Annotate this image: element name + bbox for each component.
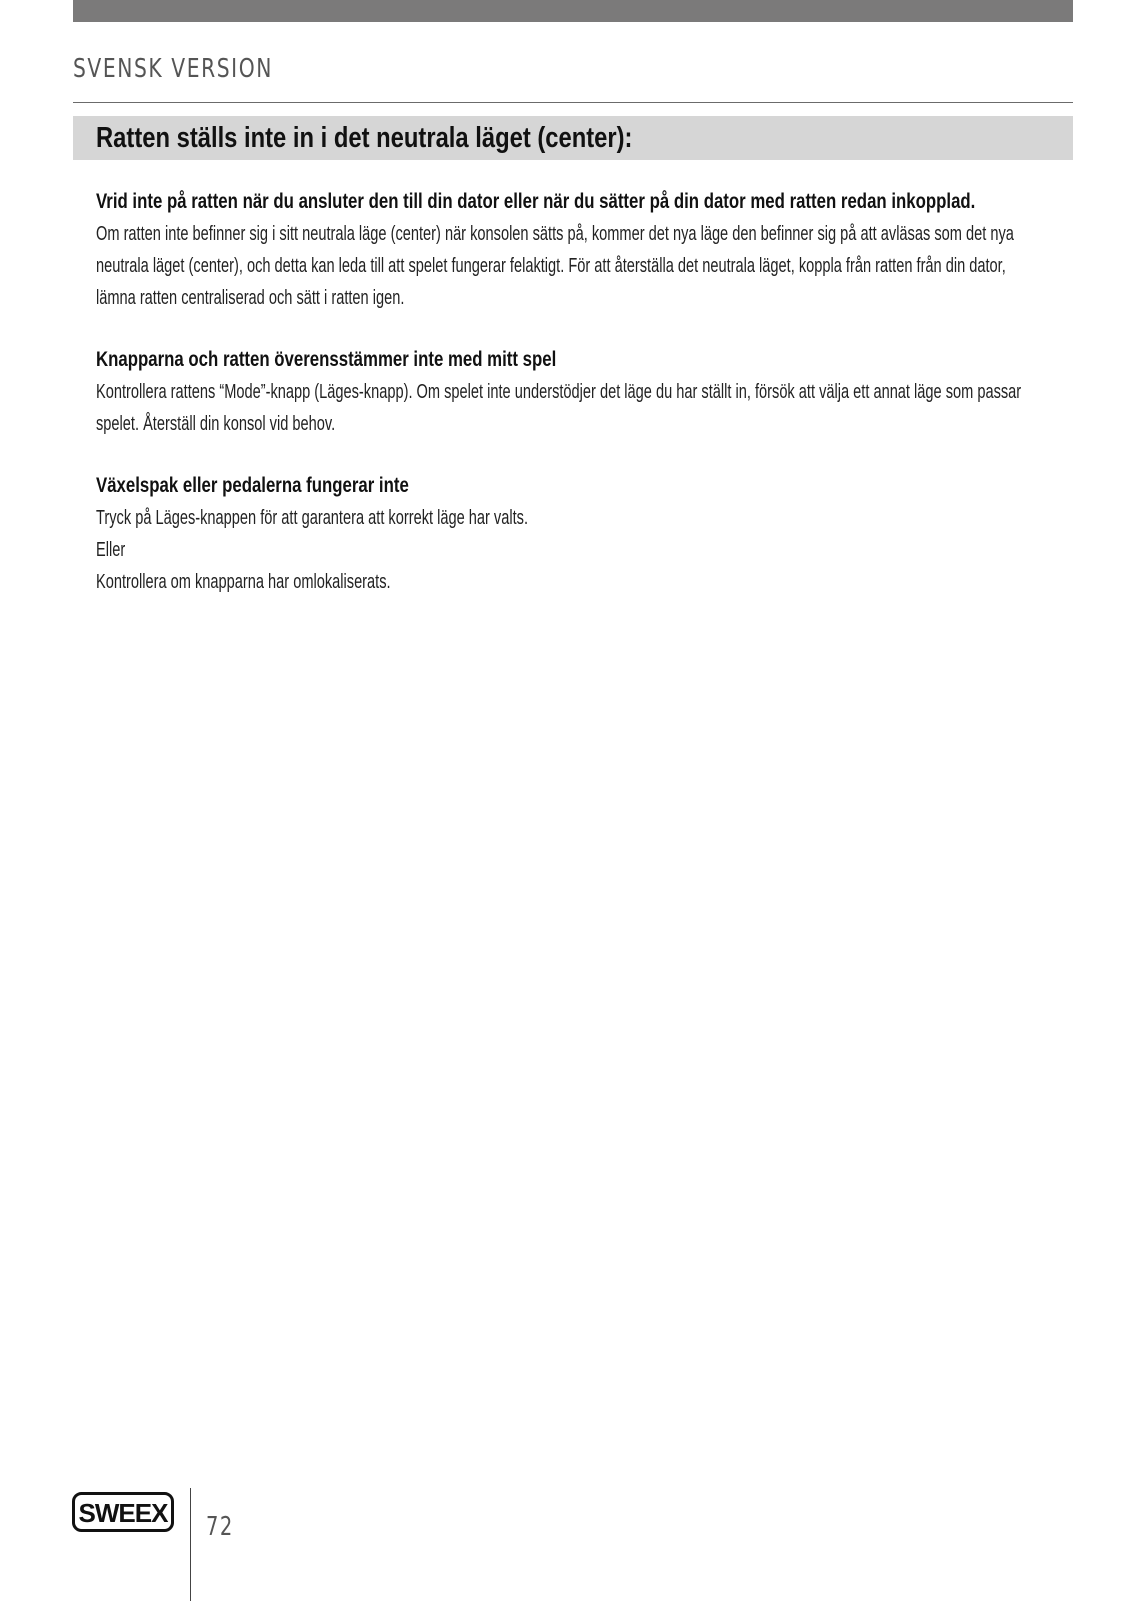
version-label: SVENSK VERSION <box>73 54 273 84</box>
section-heading: Vrid inte på ratten när du ansluter den till din dator eller när du sätter på din dator med ratten redan inkopplad. <box>96 190 976 213</box>
section-gear-pedals <box>96 470 1096 598</box>
body-line: Eller <box>96 539 126 561</box>
header-rule <box>73 102 1073 103</box>
section-buttons <box>96 344 1096 440</box>
body-line: Tryck på Läges-knappen för att garantera att korrekt läge har valts. <box>96 507 529 529</box>
sweex-logo <box>72 1492 174 1532</box>
body-line: lämna ratten centraliserad och sätt i ratten igen. <box>96 287 405 309</box>
section-heading: Knapparna och ratten överensstämmer inte med mitt spel <box>96 348 557 371</box>
svg-text:SWEEX: SWEEX <box>78 1498 168 1528</box>
page-number: 72 <box>206 1512 234 1542</box>
section-heading: Växelspak eller pedalerna fungerar inte <box>96 474 409 497</box>
section-neutral <box>96 186 1096 314</box>
content <box>96 186 1096 628</box>
top-bar <box>73 0 1073 22</box>
body-line: spelet. Återställ din konsol vid behov. <box>96 413 336 435</box>
body-line: Kontrollera rattens “Mode”-knapp (Läges-knapp). Om spelet inte understödjer det läge du har ställt in, försök att välja ett annat läge som passar <box>96 381 1022 403</box>
page-title: Ratten ställs inte in i det neutrala läget (center): <box>96 122 633 154</box>
body-line: neutrala läget (center), och detta kan leda till att spelet fungerar felaktigt. För att återställa det neutrala läget, koppla från ratten från din dator, <box>96 255 1006 277</box>
body-line: Kontrollera om knapparna har omlokaliserats. <box>96 571 391 593</box>
title-band <box>73 116 1073 160</box>
footer-divider <box>190 1488 191 1601</box>
body-line: Om ratten inte befinner sig i sitt neutrala läge (center) när konsolen sätts på, kommer det nya läge den befinner sig på att avläsas som det nya <box>96 223 1014 245</box>
